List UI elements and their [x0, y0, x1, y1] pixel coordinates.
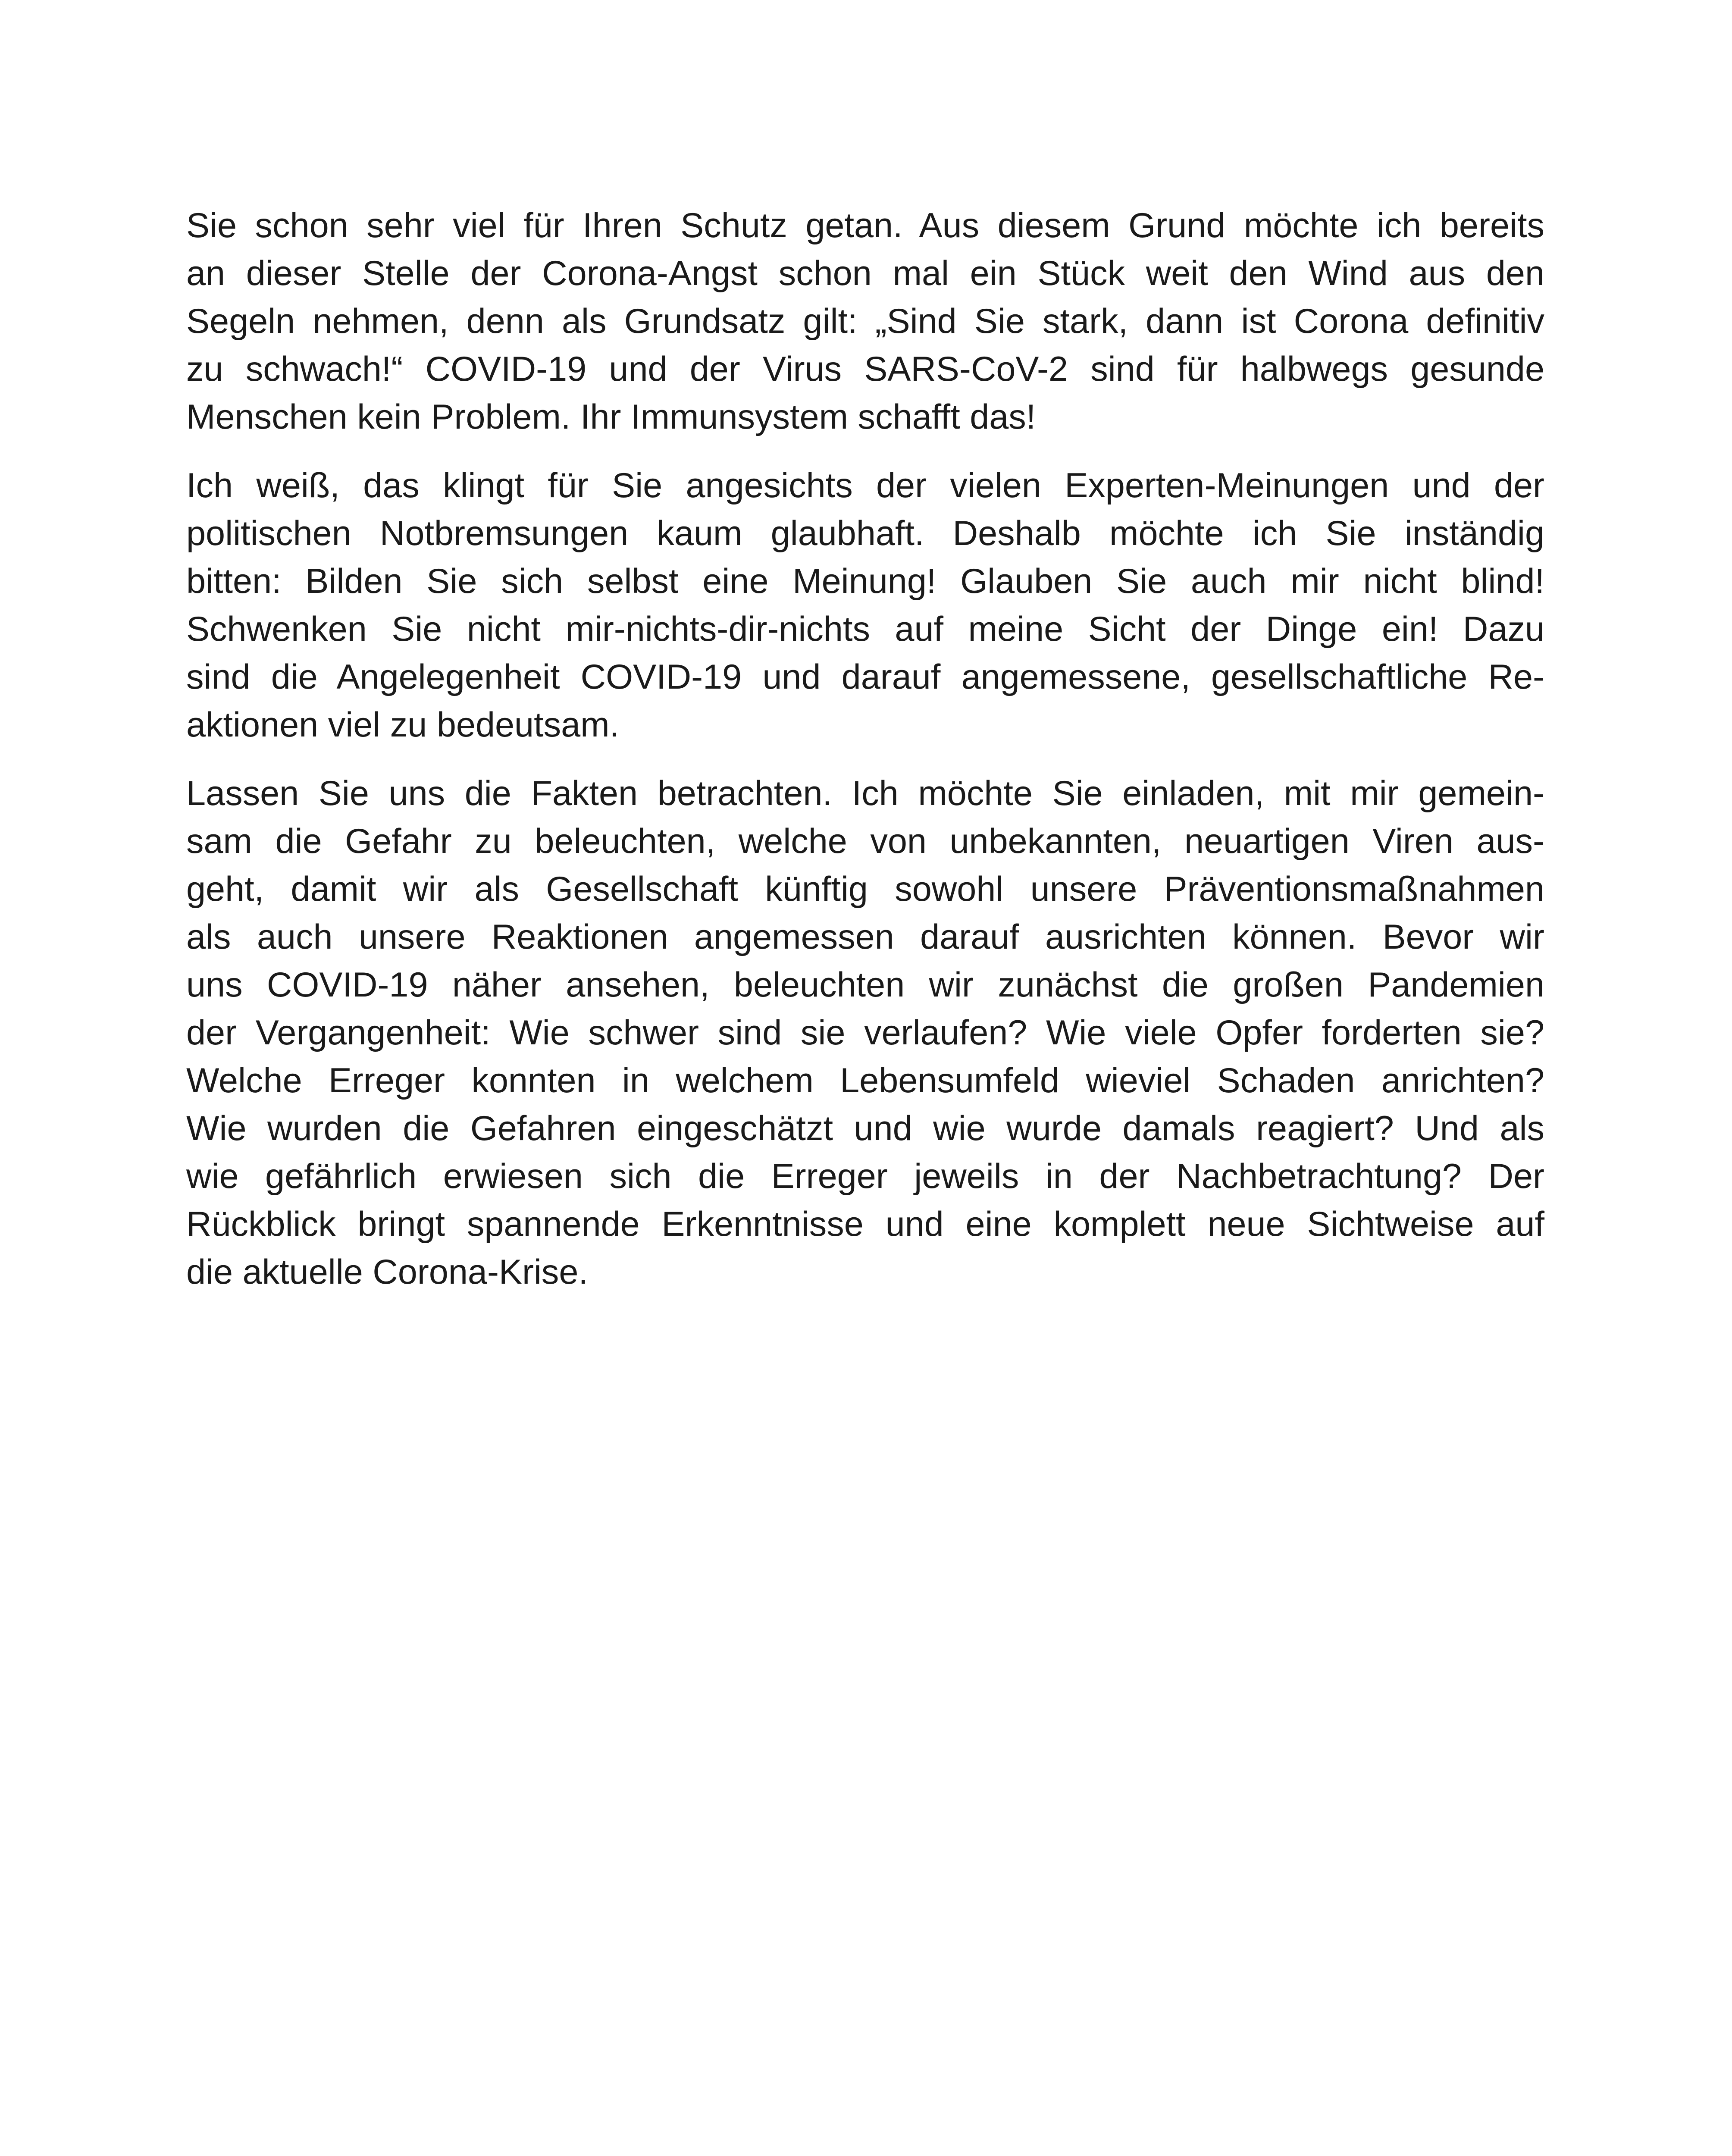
text-line: wie gefährlich erwiesen sich die Erreger jeweils in der Nachbetrachtung? Der	[186, 1157, 1544, 1196]
text-line: politischen Notbremsungen kaum glaubhaft. Deshalb möchte ich Sie inständig	[186, 514, 1544, 553]
text-line: zu schwach!“ COVID-19 und der Virus SARS-CoV-2 sind für halbwegs gesunde	[186, 350, 1544, 389]
text-line: an dieser Stelle der Corona-Angst schon mal ein Stück weit den Wind aus den	[186, 254, 1544, 293]
text-line: als auch unsere Reaktionen angemessen darauf ausrichten können. Bevor wir	[186, 918, 1544, 956]
text-line: Menschen kein Problem. Ihr Immunsystem schafft das!	[186, 398, 1036, 436]
text-line: bitten: Bilden Sie sich selbst eine Meinung! Glauben Sie auch mir nicht blind!	[186, 562, 1544, 601]
body-text	[186, 202, 1544, 1317]
text-line: geht, damit wir als Gesellschaft künftig sowohl unsere Präventionsmaßnahmen	[186, 870, 1544, 909]
text-line: aktionen viel zu bedeutsam.	[186, 705, 620, 744]
text-line: Ich weiß, das klingt für Sie angesichts der vielen Experten-Meinungen und der	[186, 466, 1544, 505]
text-line: sam die Gefahr zu beleuchten, welche von unbekannten, neuartigen Viren aus-	[186, 822, 1544, 861]
text-line: Rückblick bringt spannende Erkenntnisse und eine komplett neue Sichtweise auf	[186, 1205, 1544, 1244]
text-line: uns COVID-19 näher ansehen, beleuchten wir zunächst die großen Pandemien	[186, 965, 1544, 1004]
text-line: der Vergangenheit: Wie schwer sind sie verlaufen? Wie viele Opfer forderten sie?	[186, 1013, 1544, 1052]
text-line: Segeln nehmen, denn als Grundsatz gilt: „Sind Sie stark, dann ist Corona definitiv	[186, 302, 1544, 341]
text-line: die aktuelle Corona-Krise.	[186, 1253, 588, 1291]
text-line: Sie schon sehr viel für Ihren Schutz getan. Aus diesem Grund möchte ich bereits	[186, 206, 1544, 245]
text-line: Lassen Sie uns die Fakten betrachten. Ich möchte Sie einladen, mit mir gemein-	[186, 774, 1544, 813]
paragraph-3	[186, 770, 1544, 1296]
text-line: Welche Erreger konnten in welchem Lebensumfeld wieviel Schaden anrichten?	[186, 1061, 1544, 1100]
text-line: Wie wurden die Gefahren eingeschätzt und wie wurde damals reagiert? Und als	[186, 1109, 1544, 1148]
text-line: Schwenken Sie nicht mir-nichts-dir-nichts auf meine Sicht der Dinge ein! Dazu	[186, 610, 1544, 649]
paragraph-2	[186, 462, 1544, 749]
text-line: sind die Angelegenheit COVID-19 und darauf angemessene, gesellschaftliche Re-	[186, 658, 1544, 696]
paragraph-1	[186, 202, 1544, 441]
